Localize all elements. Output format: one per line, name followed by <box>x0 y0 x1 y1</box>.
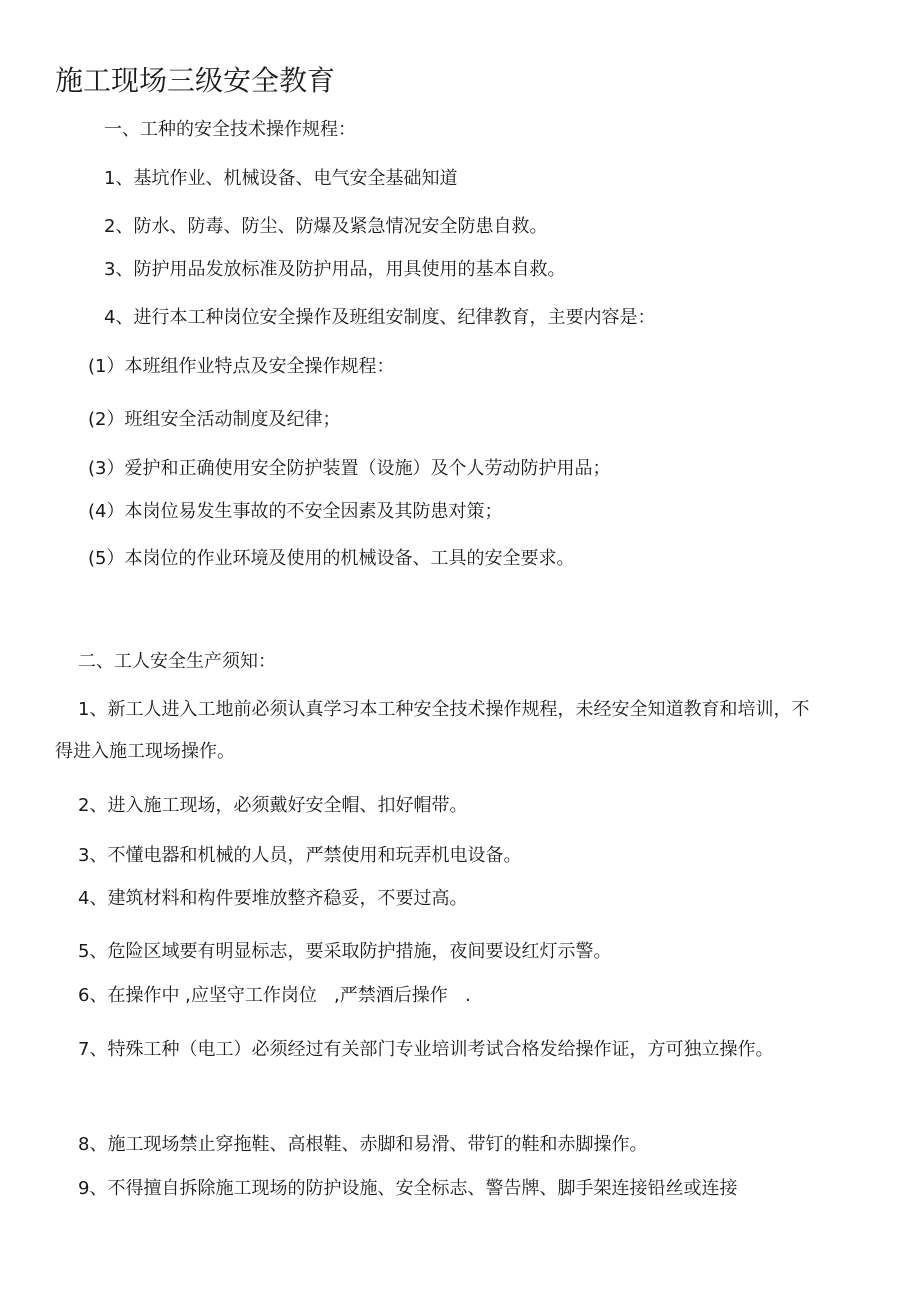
section2-item-1: 1、新工人进入工地前必须认真学习本工种安全技术操作规程，未经安全知道教育和培训，不得进入施工现场操作。 <box>55 699 810 762</box>
section1-subitem-4: (4）本岗位易发生事故的不安全因素及其防患对策； <box>88 501 503 522</box>
section2-heading: 二、工人安全生产须知： <box>78 651 276 672</box>
section2-item-5: 5、危险区域要有明显标志，要采取防护措施，夜间要设红灯示警。 <box>78 941 612 962</box>
section1-item-1: 1、基坑作业、机械设备、电气安全基础知道 <box>104 168 458 189</box>
section2-item-3: 3、不懂电器和机械的人员，严禁使用和玩弄机电设备。 <box>78 845 522 866</box>
document-title: 施工现场三级安全教育 <box>55 64 336 97</box>
section1-subitem-1: (1）本班组作业特点及安全操作规程： <box>88 356 395 377</box>
section1-heading: 一、工种的安全技术操作规程： <box>104 119 356 140</box>
section1-subitem-5: (5）本岗位的作业环境及使用的机械设备、工具的安全要求。 <box>88 548 575 569</box>
section2-item-9: 9、不得擅自拆除施工现场的防护设施、安全标志、警告牌、脚手架连接铅丝或连接 <box>78 1178 738 1199</box>
section1-item-2: 2、防水、防毒、防尘、防爆及紧急情况安全防患自救。 <box>104 216 548 237</box>
section2-item-2: 2、进入施工现场，必须戴好安全帽、扣好帽带。 <box>78 795 468 816</box>
section1-subitem-3: (3）爱护和正确使用安全防护装置（设施）及个人劳动防护用品； <box>88 458 611 479</box>
section1-item-4: 4、进行本工种岗位安全操作及班组安制度、纪律教育，主要内容是： <box>104 307 656 328</box>
section2-item-8: 8、施工现场禁止穿拖鞋、高根鞋、赤脚和易滑、带钉的鞋和赤脚操作。 <box>78 1134 648 1155</box>
section2-item-4: 4、建筑材料和构件要堆放整齐稳妥，不要过高。 <box>78 888 468 909</box>
section2-item-6: 6、在操作中 ,应坚守工作岗位 ,严禁酒后操作 . <box>78 985 471 1006</box>
section1-subitem-2: (2）班组安全活动制度及纪律； <box>88 409 341 430</box>
section2-item-7: 7、特殊工种（电工）必须经过有关部门专业培训考试合格发给操作证，方可独立操作。 <box>78 1039 774 1060</box>
section1-item-3: 3、防护用品发放标准及防护用品，用具使用的基本自救。 <box>104 259 566 280</box>
